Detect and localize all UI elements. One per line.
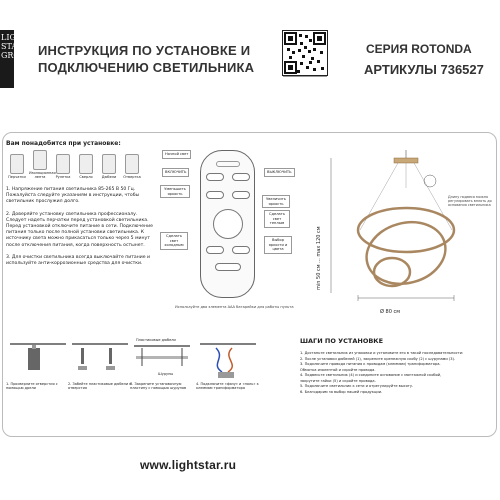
remote-off-button[interactable] — [232, 173, 250, 181]
install-heading: ШАГИ ПО УСТАНОВКЕ — [300, 337, 384, 345]
label-on: ВКЛЮЧИТЬ — [162, 168, 189, 177]
note-1: 1. Напряжение питания светильника 85-265 В 50 Гц. Пожалуйста следуйте указаниям в инструкции, чтобы светильник прослужил долго. — [6, 187, 140, 205]
brand-logo — [0, 30, 33, 88]
label-night-light: Ночной свет — [162, 150, 191, 159]
screws-label: Шурупы — [158, 372, 174, 376]
tools-list — [6, 150, 146, 180]
tape-measure-icon — [56, 154, 70, 174]
logo-line-3: GROUP — [1, 51, 33, 60]
screwdriver-icon — [125, 154, 139, 174]
label-cold-light: Сделать свет холодным — [160, 232, 188, 250]
remote-night-button[interactable] — [216, 161, 240, 167]
remote-warm-button[interactable] — [232, 246, 250, 254]
lamp-length-note: Длину подвеса можно регулировать вплоть до основания светильника — [448, 195, 492, 208]
lamp-ring-large — [358, 208, 454, 252]
label-warm-light: Сделать свет теплым — [264, 210, 290, 228]
gloves-tool: Перчатки — [6, 154, 28, 179]
document-title — [38, 42, 278, 76]
note-3: 3. Для очистки светильника всегда выключайте питание и используйте анти-коррозионные средства для очистки. — [6, 254, 150, 267]
tools-heading: Вам понадобится при установке: — [6, 140, 121, 147]
label-off: ВЫКЛЮЧИТЬ — [264, 168, 295, 177]
title-line-2: ПОДКЛЮЧЕНИЮ СВЕТИЛЬНИКА — [38, 60, 255, 75]
dowel-icon — [102, 154, 116, 174]
gloves-icon — [10, 154, 24, 174]
lamp-height: min 50 см ... max 120 см — [316, 226, 322, 290]
logo-line-2: STAR — [1, 42, 24, 51]
remote-on-button[interactable] — [206, 173, 224, 181]
drill-ceiling-illustration — [6, 338, 70, 380]
qr-code[interactable] — [282, 30, 328, 76]
label-brightness-up: Увеличить яркость — [262, 195, 290, 208]
remote-brightness-down-button[interactable] — [206, 191, 224, 199]
drill-icon — [79, 154, 93, 174]
footer-url[interactable]: www.lightstar.ru — [140, 458, 237, 472]
qr-caption-rule — [283, 76, 327, 80]
remote-mode-dial[interactable] — [213, 209, 243, 239]
remote-battery-note: Используйте два элемента ААА батарейки для работы пульта — [175, 305, 294, 309]
label-mode: Выбор яркости и цвета — [264, 236, 292, 254]
remote-control — [200, 150, 255, 298]
tape-icon — [33, 150, 47, 170]
install-steps-illustrated — [6, 338, 259, 418]
install-instructions: 1. Достаньте светильник из упаковки и установите его в такой последовательности: 2. После установки дюбелей (1), закрепите крепежную скобу (2) с шурупами (3). 3. Подключите провода питания к проводам (клеммам) трансформатора. Обмотка изолентой и скройте провода. 4. Подвесьте светильник (4) и соедините основание с монтажной скобой, закрутите гайки (5) и скройте провода. 5. Подключите светильник к сети и отрегулируйте высоту. 6. Благодарим за выбор нашей продукции. — [300, 351, 464, 394]
tape-tool: Изоляционная лента — [29, 150, 51, 179]
wiring-illustration — [196, 338, 260, 380]
remote-cold-button[interactable] — [206, 246, 224, 254]
remote-brightness-up-button[interactable] — [232, 191, 250, 199]
screwdriver-tool: Отвертка — [121, 154, 143, 179]
drill-tool: Сверло — [75, 154, 97, 179]
article-number: АРТИКУЛЫ 736527 — [364, 62, 484, 77]
step-3: Пластиковые дюбели Шурупы 3. Закрепите установочную пластину с помощью шурупов — [130, 338, 194, 391]
dowels-tool: Дюбели — [98, 154, 120, 179]
lamp-diameter: Ø 80 см — [380, 309, 400, 315]
tape-measure-tool: Рулетка — [52, 154, 74, 179]
lamp-ring-small — [374, 258, 410, 286]
mounting-plate-illustration — [130, 338, 194, 380]
lamp-drawing — [336, 148, 476, 308]
step-1: 1. Просверлите отверстия с помощью дрели — [6, 338, 70, 391]
series-label: СЕРИЯ ROTONDA — [366, 42, 472, 56]
step-4: 4. Подключите «фазу» и «ноль» к клеммам трансформатора — [196, 338, 260, 391]
title-line-1: ИНСТРУКЦИЯ ПО УСТАНОВКЕ И — [38, 43, 251, 58]
step-2: 2. Забейте пластиковые дюбели в отверстия — [68, 338, 132, 391]
dowels-label: Пластиковые дюбели — [136, 338, 176, 342]
logo-line-1: LIGHT — [1, 33, 29, 42]
dowels-illustration — [68, 338, 132, 380]
safety-notes — [6, 187, 156, 273]
note-2: 2. Доверяйте установку светильника профессионалу. Следует надеть перчатки перед установкой светильника. Перед установкой отключите питание в сети. Подключение питания только после полной установки светильника. К источнику света можно прикасаться только через 5 минут после отключения питания, когда поверхность остынет. — [6, 211, 153, 248]
remote-mode-button[interactable] — [215, 263, 241, 271]
label-brightness-down: Уменьшить яркость — [160, 185, 190, 198]
